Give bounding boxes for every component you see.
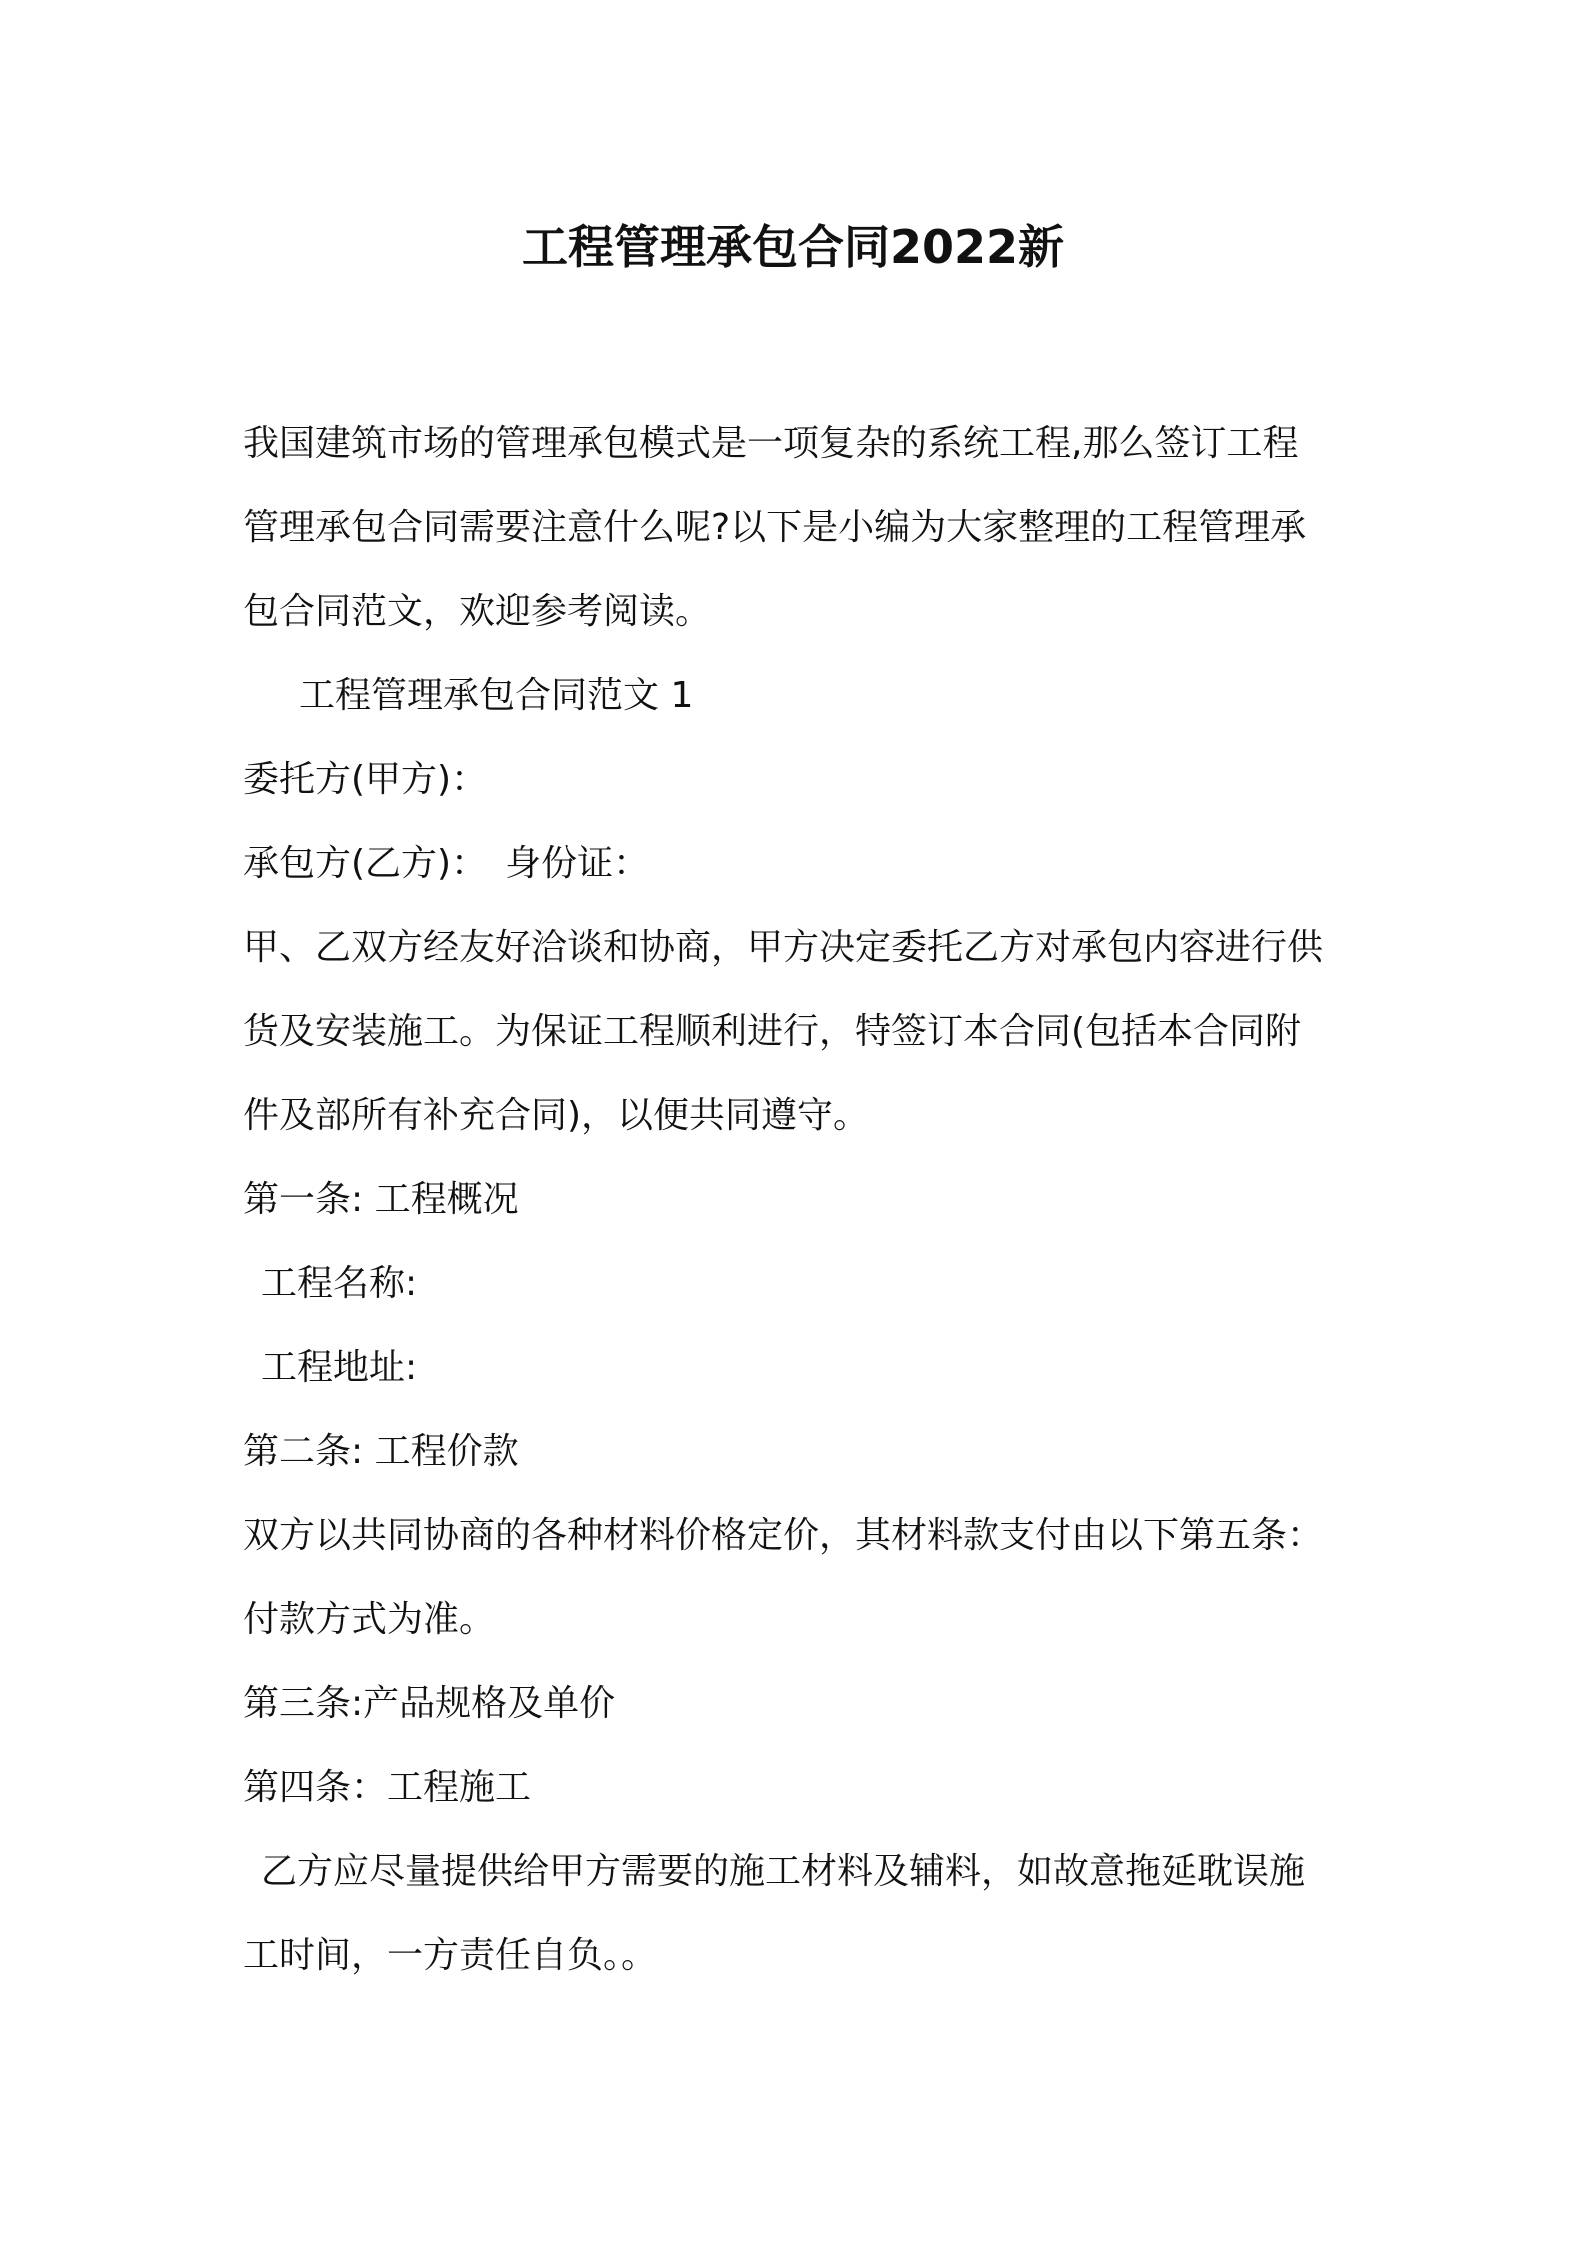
pricing-line-1: 双方以共同协商的各种材料价格定价，其材料款支付由以下第五条： bbox=[243, 1515, 1324, 1556]
sample-heading: 工程管理承包合同范文 1 bbox=[299, 675, 694, 716]
article-2-heading: 第二条: 工程价款 bbox=[243, 1431, 519, 1472]
party-a-line: 委托方(甲方)： bbox=[243, 759, 488, 800]
project-address-line: 工程地址: bbox=[261, 1347, 418, 1388]
intro-line-2: 管理承包合同需要注意什么呢?以下是小编为大家整理的工程管理承 bbox=[243, 507, 1307, 548]
project-name-line: 工程名称: bbox=[261, 1263, 418, 1304]
pricing-line-2: 付款方式为准。 bbox=[243, 1599, 496, 1640]
agreement-line-2: 货及安装施工。为保证工程顺利进行，特签订本合同(包括本合同附 bbox=[243, 1011, 1302, 1052]
article-4-heading: 第四条：工程施工 bbox=[243, 1767, 532, 1808]
article-1-heading: 第一条: 工程概况 bbox=[243, 1179, 519, 1220]
construction-line-1: 乙方应尽量提供给甲方需要的施工材料及辅料，如故意拖延耽误施 bbox=[261, 1851, 1306, 1892]
party-b-line: 承包方(乙方)： 身份证： bbox=[243, 843, 650, 884]
document-body bbox=[243, 402, 1363, 1998]
article-3-heading: 第三条:产品规格及单价 bbox=[243, 1683, 616, 1724]
agreement-line-3: 件及部所有补充合同)，以便共同遵守。 bbox=[243, 1095, 870, 1136]
intro-line-1: 我国建筑市场的管理承包模式是一项复杂的系统工程,那么签订工程 bbox=[243, 423, 1299, 464]
document-title: 工程管理承包合同2022新 bbox=[521, 220, 1065, 274]
intro-line-3: 包合同范文，欢迎参考阅读。 bbox=[243, 591, 712, 632]
construction-line-2: 工时间，一方责任自负。。 bbox=[243, 1935, 658, 1976]
agreement-line-1: 甲、乙双方经友好洽谈和协商，甲方决定委托乙方对承包内容进行供 bbox=[243, 927, 1324, 968]
